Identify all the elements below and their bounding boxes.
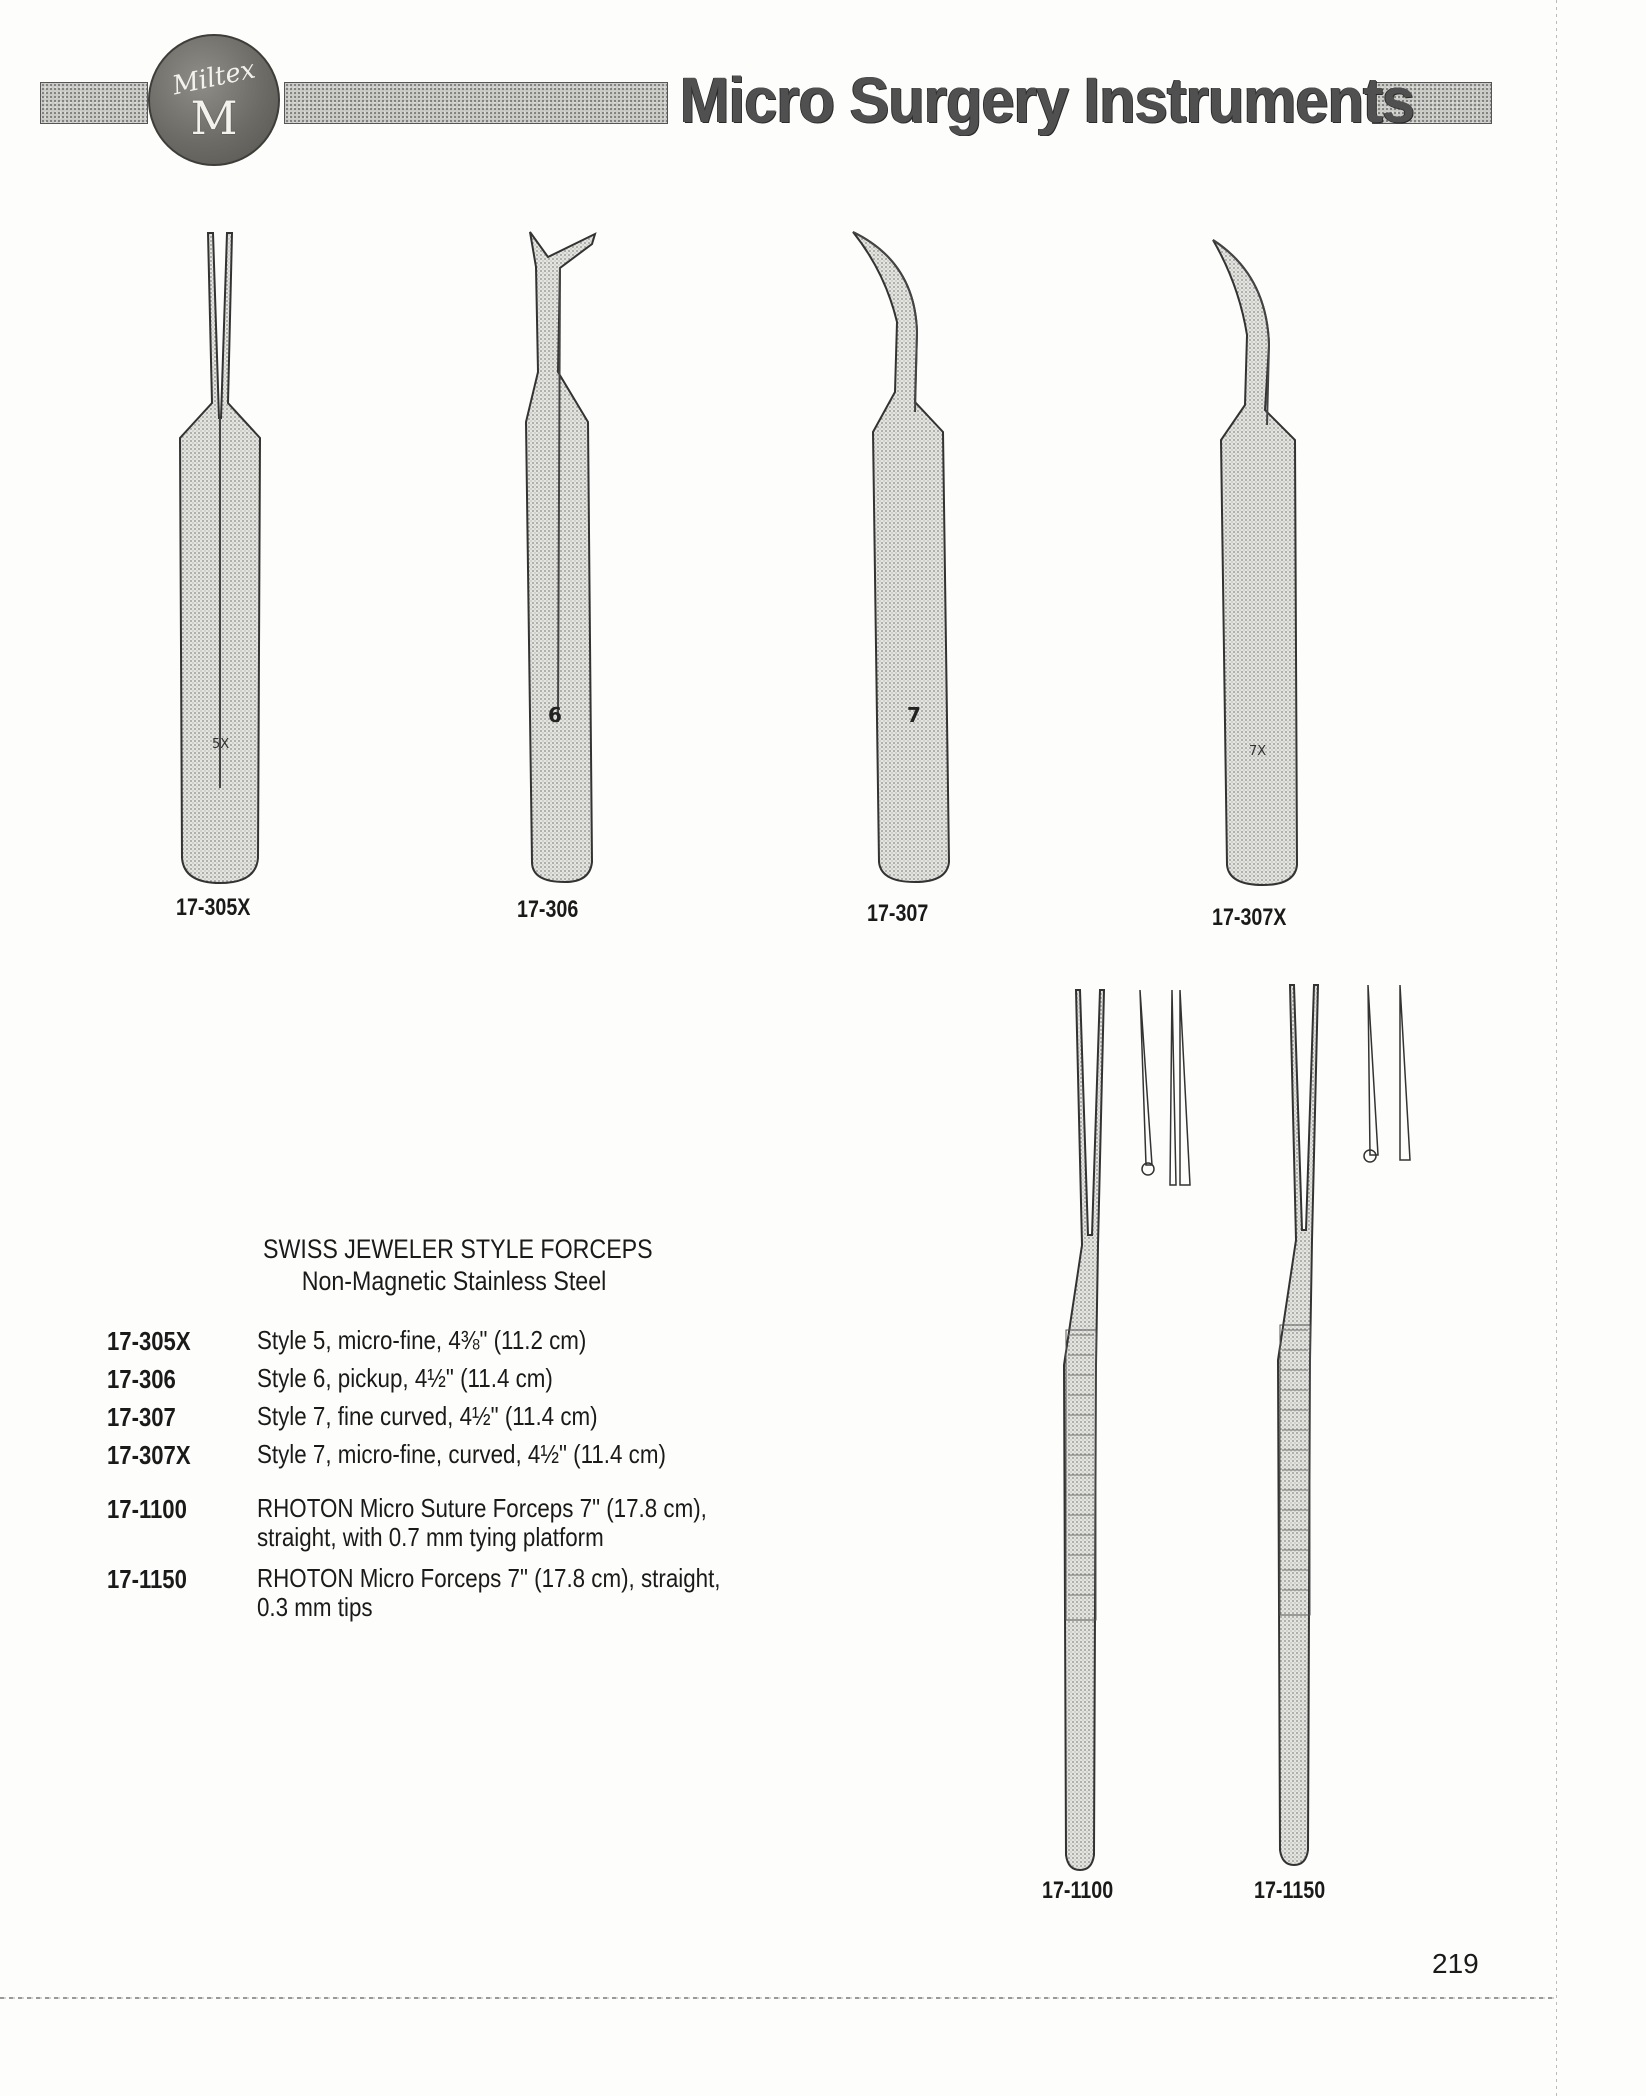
item-description: RHOTON Micro Suture Forceps 7" (17.8 cm), straight, with 0.7 mm tying platform <box>257 1493 707 1552</box>
item-description: RHOTON Micro Forceps 7" (17.8 cm), straight, 0.3 mm tips <box>257 1563 721 1622</box>
figure-caption: 17-307 <box>867 900 929 927</box>
figure-caption: 17-1100 <box>1042 1877 1114 1904</box>
item-code: 17-1150 <box>107 1564 187 1594</box>
item-code: 17-307X <box>107 1440 191 1470</box>
brand-logo <box>148 34 280 166</box>
logo-letter: M <box>190 91 238 145</box>
list-item <box>107 1494 817 1552</box>
list-item <box>107 1364 817 1395</box>
list-item <box>107 1326 817 1357</box>
item-description: Style 7, micro-fine, curved, 4½" (11.4 cm) <box>257 1439 666 1469</box>
item-code: 17-305X <box>107 1326 191 1356</box>
header-band-left <box>40 82 148 124</box>
page-edge <box>1556 0 1557 2096</box>
figure-caption: 17-305X <box>176 894 251 921</box>
forceps-illustration-17-306 <box>500 222 650 882</box>
list-item <box>107 1564 817 1622</box>
logo-script: Miltex <box>169 54 259 102</box>
item-description: Style 7, fine curved, 4½" (11.4 cm) <box>257 1401 598 1431</box>
forceps-illustration-17-307x <box>1205 235 1355 895</box>
page-number: 219 <box>1432 1948 1479 1979</box>
list-item <box>107 1402 817 1433</box>
item-description: Style 6, pickup, 4½" (11.4 cm) <box>257 1363 553 1393</box>
item-code: 17-307 <box>107 1402 176 1432</box>
header-band-middle <box>284 82 668 124</box>
product-group-heading <box>263 1233 710 1297</box>
item-code: 17-1100 <box>107 1494 187 1524</box>
figure-caption: 17-306 <box>517 896 579 923</box>
forceps-stamp: 6 <box>548 703 562 727</box>
forceps-stamp: 7X <box>1249 744 1267 759</box>
forceps-stamp: 5X <box>212 737 230 752</box>
figure-caption: 17-307X <box>1212 904 1287 931</box>
item-description: Style 5, micro-fine, 4⅜" (11.2 cm) <box>257 1325 587 1355</box>
forceps-stamp: 7 <box>907 703 921 727</box>
forceps-illustration-17-305x <box>150 228 300 888</box>
page-bottom-edge <box>0 1997 1556 1999</box>
forceps-illustration-17-1150 <box>1260 980 1450 1870</box>
figure-caption: 17-1150 <box>1254 1877 1326 1904</box>
heading-subline: Non-Magnetic Stainless Steel <box>301 1266 607 1296</box>
item-code: 17-306 <box>107 1364 176 1394</box>
forceps-illustration-17-307 <box>845 222 995 882</box>
heading-line: SWISS JEWELER STYLE FORCEPS <box>263 1234 653 1264</box>
forceps-illustration-17-1100 <box>1040 985 1230 1875</box>
list-item <box>107 1440 817 1471</box>
page-title: Micro Surgery Instruments <box>680 64 1415 136</box>
